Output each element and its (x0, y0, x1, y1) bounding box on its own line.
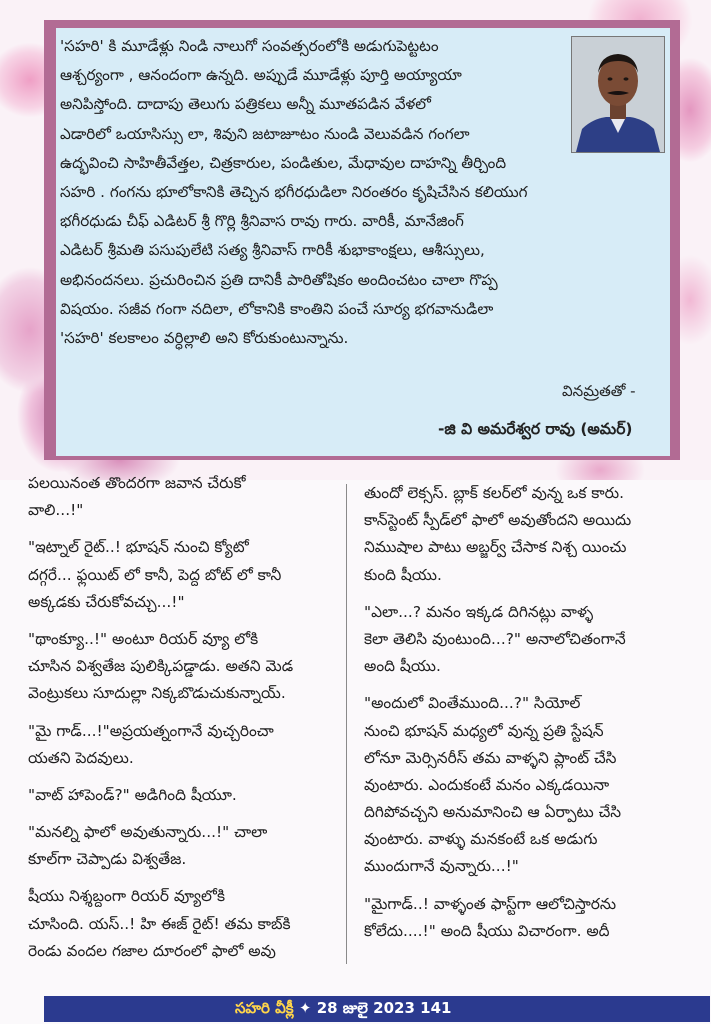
text-line: కెలా తెలిసి వుంటుంది...?" అనాలోచితంగానే (364, 629, 626, 648)
text-line: "మై గాడ్...!"అప్రయత్నంగానే వుచ్చరించా (28, 721, 274, 740)
column-divider (346, 484, 347, 964)
author-portrait-icon (572, 37, 664, 152)
date-page: 28 జులై 2023 141 (316, 999, 452, 1017)
text-line: "వాట్ హాపెండ్?" అడిగింది షీయూ. (28, 785, 237, 804)
message-line: ఎడారిలో ఒయాసిస్సు లా, శివుని జటాజూటం నుండి వెలువడిన గంగలా (60, 124, 470, 143)
text-line: కుంది షీయు. (364, 565, 442, 584)
text-line: దగ్గరే... ఫ్లయిట్ లో కానీ, పెద్ద బోట్ లో కానీ (28, 565, 282, 584)
text-line: ముందుగానే వున్నారు...!" (364, 857, 519, 876)
message-line: విషయం. సజీవ గంగా నదిలా, లోకానికి కాంతిని పంచే సూర్య భగవానుడిలా (60, 299, 494, 318)
text-line: చూసింది. యస్..! హి ఈజ్ రైట్! తమ కాబ్‌కి (28, 914, 291, 933)
text-line: తుందో లెక్సస్. బ్లాక్ కలర్‌లో వున్న ఒక కారు. (364, 484, 624, 502)
text-line: "ఇట్నాల్ రైట్..! భూషన్ నుంచి క్యోటో (28, 538, 249, 557)
text-line: వుంటారు. వాళ్ళు మనకంటే ఒక అడుగు (364, 830, 598, 849)
message-line: ఉద్భవించి సాహితీవేత్తల, చిత్రకారుల, పండితుల, మేధావుల దాహన్ని తీర్చింది (60, 153, 507, 172)
message-text (60, 32, 660, 353)
star-icon: ✦ (298, 999, 312, 1017)
text-line: వుంటారు. ఎందుకంటే మనం ఎక్కడయినా (364, 775, 610, 794)
text-line: "అందులో వింతేముంది...?" సియోల్ (364, 694, 581, 713)
message-line: 'సహరి' కలకాలం వర్ధిల్లాలి అని కోరుకుంటున్నాను. (60, 329, 349, 348)
publication-name: సహరి వీక్లీ (235, 999, 294, 1017)
left-column (28, 474, 360, 965)
closing-salutation: వినమ్రతతో - (562, 382, 636, 400)
text-line: అంది షీయు. (364, 657, 441, 676)
text-line: "మైగాడ్..! వాళ్ళంత ఫాస్ట్‌గా ఆలోచిస్తారను (364, 894, 617, 913)
text-line: నిముషాల పాటు అబ్జర్వ్ చేసాక నిశ్చ యించు (364, 538, 627, 557)
text-line: దిగిపోవచ్చని అనుమానించి ఆ ఏర్పాటు చేసి (364, 803, 622, 822)
message-line: ఆశ్చర్యంగా , ఆనందంగా ఉన్నది. అప్పుడే మూడేళ్లు పూర్తి అయ్యాయా (60, 66, 462, 85)
text-line: వాలి...!" (28, 501, 84, 520)
text-line: నుంచి భూషన్ మధ్యలో వున్న ప్రతి స్టేషన్ (364, 721, 604, 740)
message-line: భగీరధుడు చీఫ్ ఎడిటర్ శ్రీ గొర్లి శ్రీనివాస రావు గారు. వారికీ, మానేజింగ్ (60, 212, 464, 231)
footer-text (235, 999, 451, 1021)
text-line: లోనూ మెర్సినరీస్ తమ వాళ్ళని ప్లాంట్ చేసి (364, 748, 617, 767)
text-line: "మనల్ని ఫాలో అవుతున్నారు...!" చాలా (28, 823, 268, 842)
text-line: పలయినంత తొందరగా జవాన చేరుకో (28, 474, 246, 492)
text-line: చూసిన విశ్వతేజ పులిక్కిపడ్డాడు. అతని మెడ (28, 657, 294, 676)
text-line: "థాంక్యూ..!" అంటూ రియర్ వ్యూ లోకి (28, 629, 259, 648)
author-photo (571, 36, 665, 153)
message-line: ఎడిటర్ శ్రీమతి పసుపులేటి సత్య శ్రీనివాస్ గారికీ శుభాకాంక్షలు, ఆశీస్సులు, (60, 241, 485, 260)
text-line: కూల్‌గా చెప్పాడు విశ్వతేజ. (28, 850, 187, 869)
text-line: యతని పెదవులు. (28, 748, 134, 767)
text-line: రెండు వందల గజాల దూరంలో ఫాలో అవు (28, 941, 276, 960)
text-line: "ఎలా...? మనం ఇక్కడ దిగినట్లు వాళ్ళ (364, 602, 594, 621)
message-line: అనిపిస్తోంది. దాదాపు తెలుగు పత్రికలు అన్నీ మూతపడిన వేళలో (60, 95, 431, 114)
text-line: అక్కడకు చేరుకోవచ్చు...!" (28, 592, 185, 611)
text-line: వెంట్రుకలు సూదుల్లా నిక్కబొడుచుకున్నాయ్. (28, 684, 286, 703)
text-line: కాన్‌స్టెంట్ స్పీడ్‌లో ఫాలో అవుతోందని అయిదు (364, 511, 632, 530)
text-line: కోలేదు....!" అంది షీయు విచారంగా. అదీ (364, 921, 610, 940)
message-line: అభినందనలు. ప్రచురించిన ప్రతి దానికీ పారితోషికం అందించటం చాలా గొప్ప (60, 270, 498, 289)
text-line: షీయు నిశ్శబ్దంగా రియర్ వ్యూలోకి (28, 887, 226, 906)
message-line: 'సహరి' కి మూడేళ్లు నిండి నాలుగో సంవత్సరంలోకి అడుగుపెట్టటం (60, 37, 439, 55)
message-line: సహరి . గంగను భూలోకానికి తెచ్చిన భగీరధుడిలా నిరంతరం కృషిచేసిన కలియుగ (60, 183, 528, 202)
author-signature: -జి వి అమరేశ్వర రావు (అమర్) (438, 420, 633, 438)
right-column (364, 480, 696, 945)
